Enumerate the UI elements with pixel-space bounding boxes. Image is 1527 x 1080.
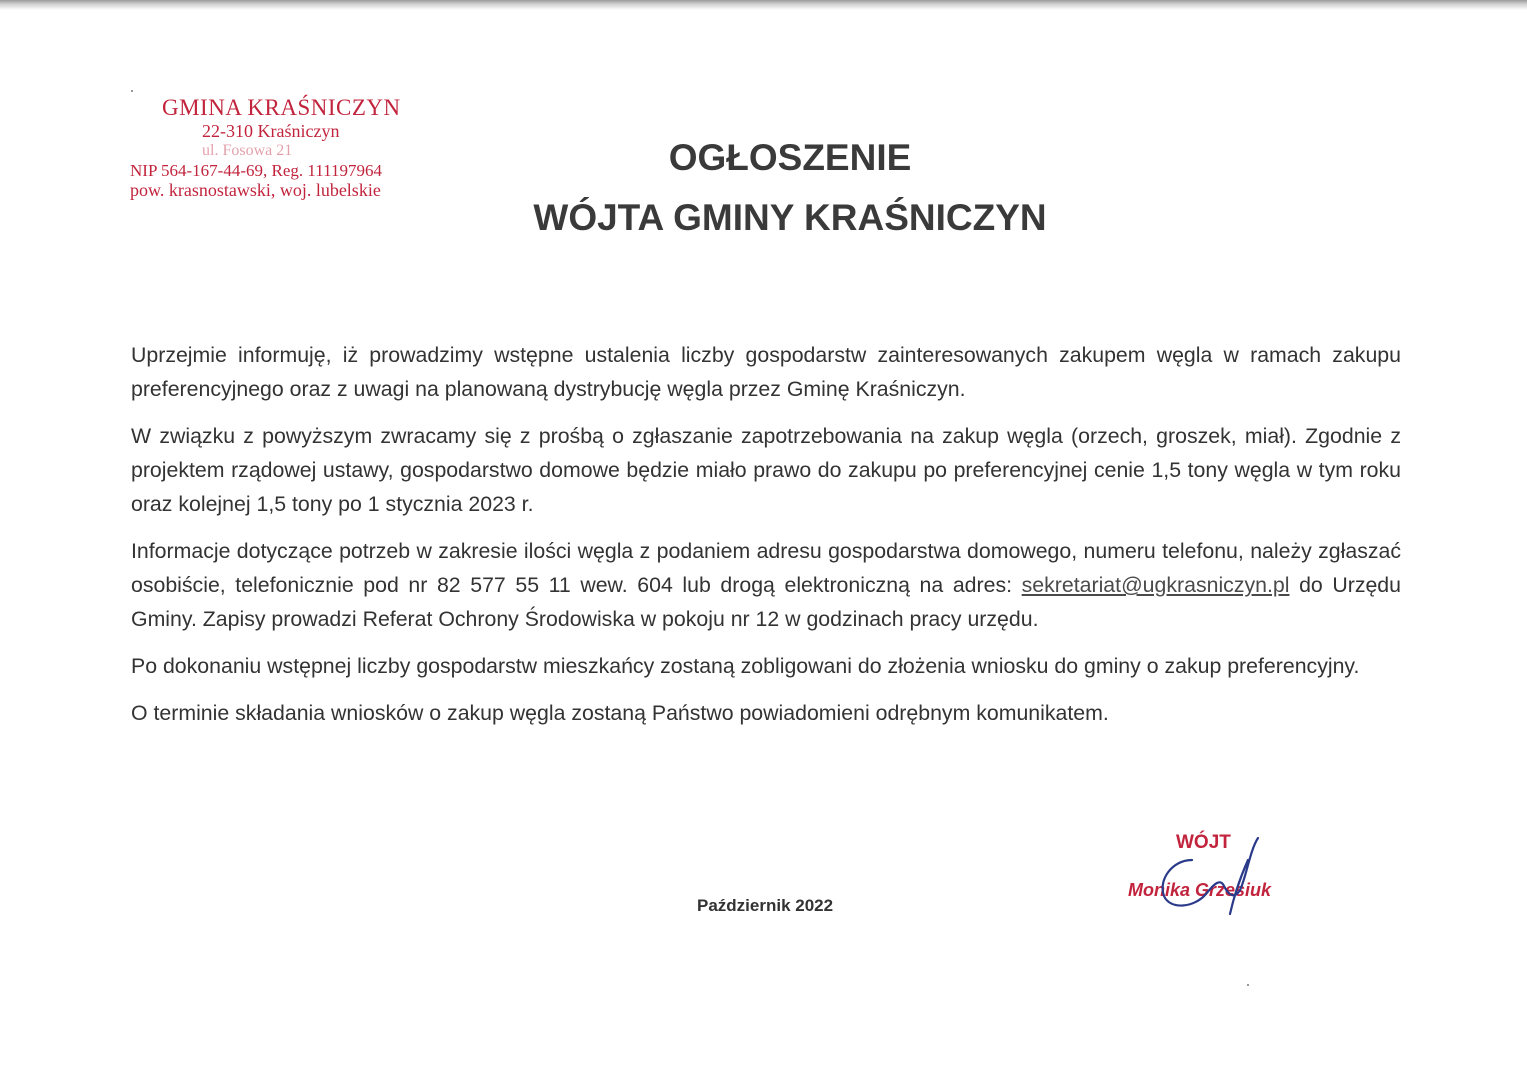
paragraph-3 [131,534,1401,636]
paragraph-1: Uprzejmie informuję, iż prowadzimy wstępne ustalenia liczby gospodarstw zainteresowanych zakupem węgla w ramach zakupu preferencyjnego oraz z uwagi na planowaną dystrybucję węgla przez Gminę Kraśniczyn. [131,343,1401,401]
paragraph-2: W związku z powyższym zwracamy się z prośbą o zgłaszanie zapotrzebowania na zakup węgla (orzech, groszek, miał). Zgodnie z projektem rządowej ustawy, gospodarstwo domowe będzie miało prawo do zakupu po preferencyjnej cenie 1,5 tony węgla w tym roku oraz kolejnej 1,5 tony po 1 stycznia 2023 r. [131,424,1401,516]
announcement-title [480,128,1100,248]
email-link[interactable]: sekretariat@ugkrasniczyn.pl [1021,573,1290,597]
stamp-county: pow. krasnostawski, woj. lubelskie [130,180,381,201]
paragraph-5: O terminie składania wniosków o zakup węgla zostaną Państwo powiadomieni odrębnym komunikatem. [131,701,1109,725]
title-line-1: OGŁOSZENIE [668,137,912,178]
handwritten-signature-icon [1110,830,1310,920]
announcement-body [131,338,1401,743]
stamp-street: ul. Fosowa 21 [202,142,293,160]
signature-block [1110,830,1310,920]
title-line-2: WÓJTA GMINY KRAŚNICZYN [533,196,1047,238]
stamp-postal: 22-310 Kraśniczyn [202,121,340,142]
stamp-name: GMINA KRAŚNICZYN [162,95,401,120]
signature-name: Monika Grzesiuk [1128,880,1272,900]
scan-speck [131,90,133,92]
document-date: Październik 2022 [697,896,834,915]
signature-role: WÓJT [1176,832,1231,853]
paragraph-4: Po dokonaniu wstępnej liczby gospodarstw mieszkańcy zostaną zobligowani do złożenia wniosku do gminy o zakup preferencyjny. [131,654,1360,678]
municipality-stamp [130,95,420,201]
scan-speck [1247,984,1249,986]
stamp-nip: NIP 564-167-44-69, Reg. 111197964 [130,160,382,180]
scan-edge [0,0,1527,10]
paragraph-3-end: do Urzędu Gminy. Zapisy prowadzi Referat Ochrony Środowiska w pokoju nr 12 w godzinach pracy urzędu. [131,573,1401,631]
paragraph-3-start: Informacje dotyczące potrzeb w zakresie ilości węgla z podaniem adresu gospodarstwa domowego, numeru telefonu, należy zgłaszać osobiście, telefonicznie pod nr 82 577 55 11 wew. 604 lub drogą elektroniczną na adres: [131,539,1401,597]
